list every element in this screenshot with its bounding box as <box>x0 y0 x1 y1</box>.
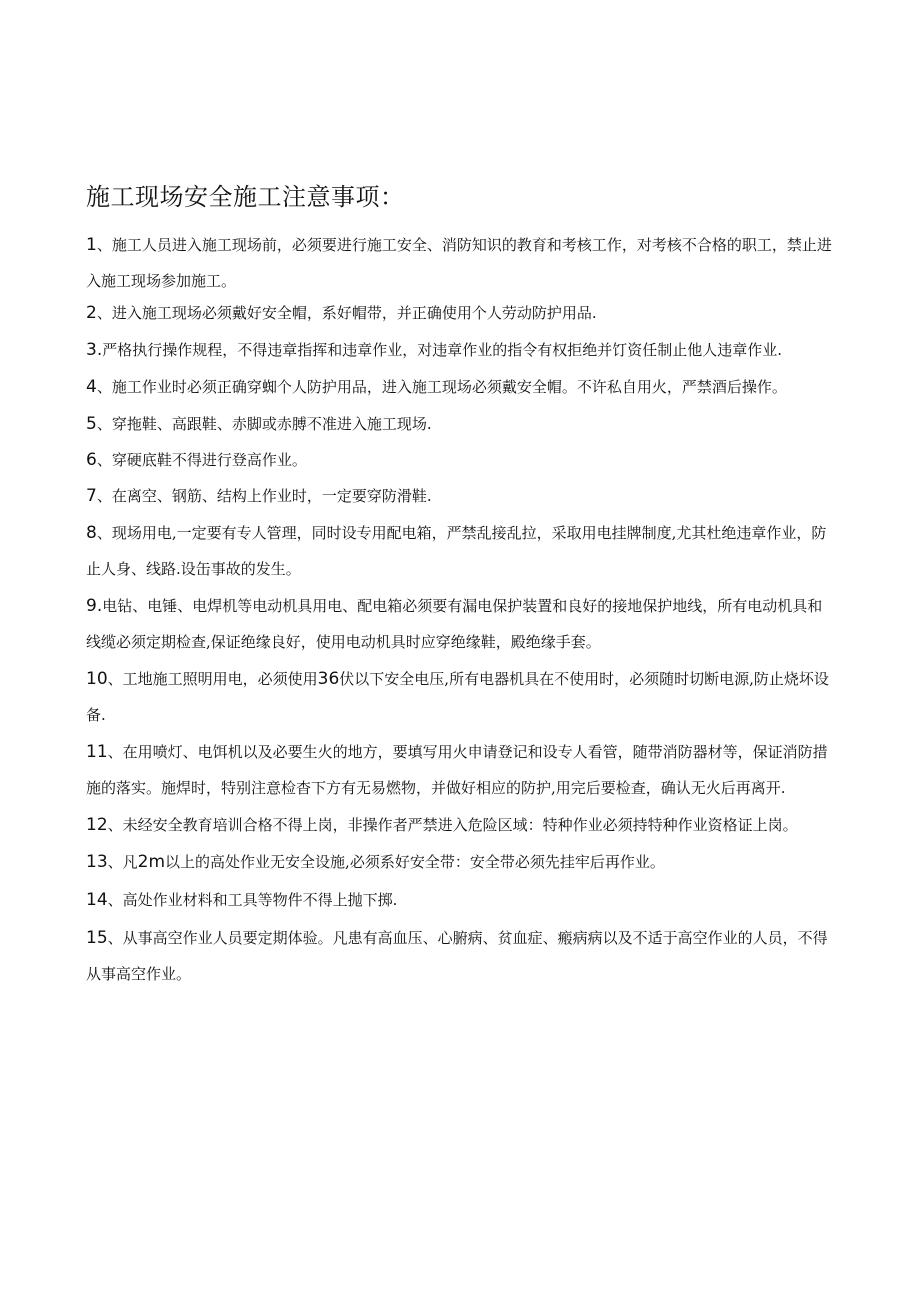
item-text-part-b: 以上的高处作业无安全设施,必须系好安全带：安全带必须先挂牢后再作业。 <box>165 853 665 871</box>
item-number: 14 <box>86 890 108 910</box>
item-number: 11 <box>86 742 108 762</box>
item-text: 、高处作业材料和工具等物件不得上抛下掷. <box>107 891 398 909</box>
list-item-3 <box>86 332 836 368</box>
item-text: 电钻、电锤、电焊机等电动机具用电、配电箱必须要有漏电保护装置和良好的接地保护地线，所有电动机具和线缆必须定期检查,保证绝缘良好，使用电动机具时应穿绝缘鞋，殿绝缘手套。 <box>86 597 823 651</box>
item-text: 、在离空、钢筋、结构上作业时，一定要穿防滑鞋. <box>96 487 432 505</box>
list-item-1 <box>86 227 836 299</box>
item-number: 5 <box>86 414 97 434</box>
item-text: 、在用喷灯、电饵机以及必要生火的地方，要填写用火申请登记和设专人看管，随带消防器材等，保证消防措施的落实。施焊时，特别注意检杳下方有无易燃物，并做好相应的防护,用完后要检查，确认无火后再离开. <box>86 743 828 797</box>
list-item-6 <box>86 442 836 478</box>
item-number: 2 <box>86 303 97 323</box>
item-latin-value: 2m <box>137 852 166 872</box>
list-item-15 <box>86 920 836 992</box>
list-item-5 <box>86 406 836 442</box>
item-text: 、从事高空作业人员要定期体验。凡患有高血压、心腑病、贫血症、瘢病病以及不适于高空作业的人员，不得从事高空作业。 <box>86 929 828 983</box>
list-item-12 <box>86 807 836 843</box>
item-text: 、进入施工现场必须戴好安全帽，系好帽带，并正确使用个人劳动防护用品. <box>96 304 597 322</box>
item-text: 、穿拖鞋、高跟鞋、赤脚或赤膊不准进入施工现场. <box>96 415 432 433</box>
list-item-9 <box>86 588 836 660</box>
item-number: 12 <box>86 815 108 835</box>
item-number: 8 <box>86 523 97 543</box>
list-item-2 <box>86 295 836 331</box>
item-number: 13 <box>86 852 108 872</box>
item-text: 、施工作业时必须正确穿蜘个人防护用品，进入施工现场必须戴安全帽。不许私自用火，严禁酒后操作。 <box>96 378 787 396</box>
item-number: 7 <box>86 486 97 506</box>
list-item-4 <box>86 369 836 405</box>
item-number: 6 <box>86 450 97 470</box>
item-text: 严格执行操作规程，不得违章指挥和违章作业，对违章作业的指令有权拒绝并饤资任制止他人违章作业. <box>102 341 783 359</box>
list-item-7 <box>86 478 836 514</box>
item-text: 、穿硬底鞋不得进行登高作业。 <box>96 451 307 469</box>
item-text: 、施工人员进入施工现场前，必须要进行施工安全、消防知识的教育和考核工作，对考核不合格的职工，禁止进入施工现场参加施工。 <box>86 236 832 290</box>
list-item-14 <box>86 882 836 918</box>
item-number: 1 <box>86 235 97 255</box>
list-item-11 <box>86 734 836 806</box>
page-title: 施工现场安全施工注意事项： <box>86 183 405 211</box>
item-text-part-b: 伏以下安全电压,所有电器机具在不使用时，必须随时切断电源,防止烧坏设备. <box>86 670 829 724</box>
item-text-part-a: 、工地施工照明用电，必须使用 <box>107 670 318 688</box>
item-text: 、未经安全教育培训合格不得上岗，非操作者严禁进入危险区域：特种作业必须持特种作业资格证上岗。 <box>107 816 798 834</box>
list-item-10 <box>86 661 836 733</box>
item-number: 10 <box>86 669 108 689</box>
item-text: 、现场用电,一定要有专人管理，同时设专用配电箱，严禁乱接乱拉，采取用电挂牌制度,尤其杜绝违章作业，防止人身、线路.设缶事故的发生。 <box>86 524 827 578</box>
item-number: 4 <box>86 377 97 397</box>
item-number: 15 <box>86 928 108 948</box>
item-text-part-a: 、凡 <box>107 853 138 871</box>
list-item-13 <box>86 844 836 880</box>
item-number: 3. <box>86 340 103 360</box>
item-number: 9. <box>86 596 103 616</box>
item-latin-value: 36 <box>317 669 340 689</box>
list-item-8 <box>86 515 836 587</box>
